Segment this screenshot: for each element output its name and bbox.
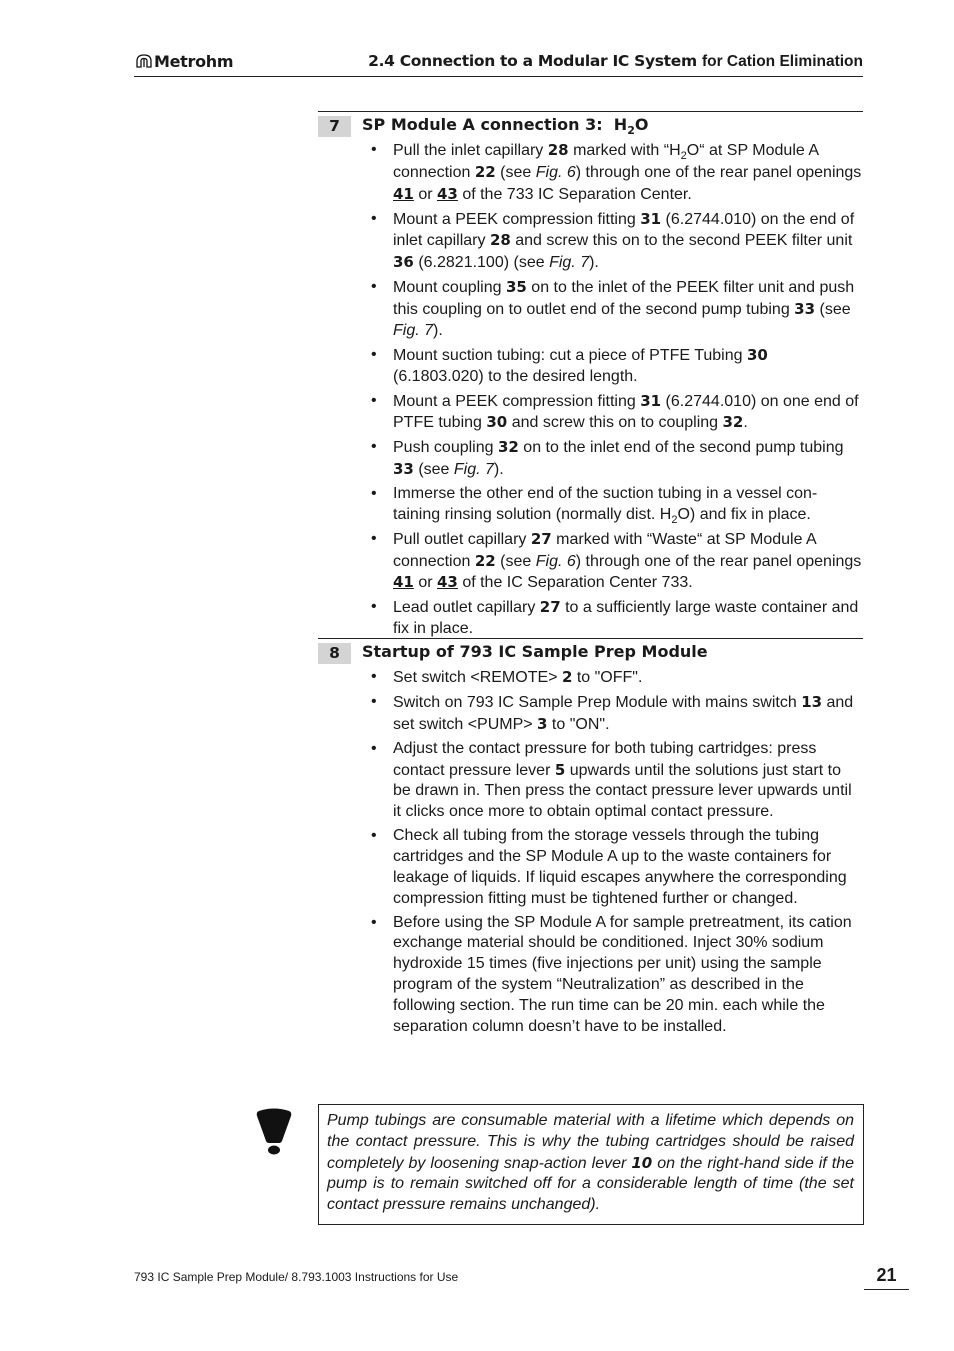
text-run: on to the inlet end of the second pump tubing <box>518 439 844 457</box>
text-run: O) and fix in place. <box>677 505 811 523</box>
text-run: Pump tubings are consumable material with a lifetime which depends on the contact pressure. This is why the tubing cartridges should be raised completely by loosening snap-action lever <box>327 1112 854 1172</box>
reference-number: 28 <box>489 231 511 250</box>
text-run: to "OFF". <box>572 669 643 686</box>
reference-number: 22 <box>474 162 496 181</box>
reference-number: 33 <box>794 299 816 318</box>
text-run: of the IC Separation Center 733. <box>457 574 693 592</box>
text-run: (see <box>495 163 536 181</box>
text-run: Mount a PEEK compression fitting <box>393 210 641 228</box>
text-run: Adjust the contact pressure for both tubing cartridges: press contact pressure lever <box>393 739 817 779</box>
text-run: (6.1803.020) to the desired length. <box>393 367 638 385</box>
text-run: Mount suction tubing: cut a piece of PTFE Tubing <box>393 346 747 364</box>
text-run: Pull outlet capillary <box>393 530 531 548</box>
text-run: marked with “Waste“ at SP Module A connection <box>393 530 816 570</box>
bullet-icon: • <box>371 913 377 931</box>
reference-number: 13 <box>801 692 823 711</box>
reference-number: 28 <box>547 141 569 159</box>
reference-number: 27 <box>539 598 561 617</box>
bullet-icon: • <box>371 345 377 363</box>
list-item <box>368 529 863 594</box>
exclamation-icon <box>251 1107 297 1155</box>
reference-number: 32 <box>722 413 744 432</box>
reference-number: 36 <box>393 253 414 272</box>
figure-reference: Fig. 6 <box>535 163 576 181</box>
text-run: and screw this on to the second PEEK filter unit <box>510 232 853 250</box>
list-item <box>368 692 863 736</box>
section-main: 2.4 Connection to a Modular IC System <box>368 52 697 70</box>
text-run: Before using the SP Module A for sample pretreatment, its cation exchange material should be conditioned. Inject 30% sodium hydroxide 15 times (five injections per unit) using the sample program of the system “Neutralization” as described in the following section. The run time can be 20 min. each while the separation column doesn’t have to be installed. <box>393 913 852 1035</box>
text-run: Immerse the other end of the suction tubing in a vessel con-taining rinsing solution (normally dist. H <box>393 485 818 523</box>
list-item <box>368 484 863 526</box>
figure-reference: Fig. 6 <box>535 552 576 570</box>
step-number: 8 <box>318 643 351 664</box>
list-item <box>368 140 863 205</box>
text-run: (6.2744.010) on the end of inlet capillary <box>393 210 855 250</box>
figure-reference: Fig. 7 <box>453 461 494 479</box>
step-title: Startup of 793 IC Sample Prep Module <box>362 642 708 661</box>
text-run: (see <box>815 300 851 318</box>
bullet-icon: • <box>371 141 377 158</box>
text-run: to "ON". <box>547 715 610 733</box>
bullet-icon: • <box>371 209 377 227</box>
bullet-icon: • <box>371 529 377 547</box>
page-number: 21 <box>864 1265 909 1290</box>
footer-text: 793 IC Sample Prep Module/ 8.793.1003 Instructions for Use <box>134 1270 459 1284</box>
reference-number: 3 <box>537 714 548 733</box>
step-title-formula: $H_2O$ <box>608 115 649 138</box>
text-run: ). <box>589 254 599 272</box>
reference-number: 32 <box>497 438 519 457</box>
reference-number: 22 <box>474 551 496 570</box>
step-number: 7 <box>318 116 351 137</box>
section-subtitle: for Cation Elimination <box>701 53 863 70</box>
text-run: marked with “H <box>568 142 681 159</box>
text-run: Lead outlet capillary <box>393 599 540 617</box>
metrohm-logo-icon <box>136 54 152 68</box>
figure-reference: Fig. 7 <box>549 254 590 272</box>
bullet-icon: • <box>371 668 377 685</box>
bullet-icon: • <box>371 485 377 503</box>
text-run: or <box>413 185 437 203</box>
text-run: Mount coupling <box>393 279 506 297</box>
step-8 <box>318 638 863 1089</box>
reference-number-underlined: 41 <box>393 573 414 592</box>
reference-number: 27 <box>530 529 552 548</box>
text-run: of the 733 IC Separation Center. <box>457 185 692 203</box>
subscript: 2 <box>680 150 687 163</box>
reference-number: 33 <box>393 460 414 479</box>
reference-number-underlined: 41 <box>393 184 414 203</box>
step-7 <box>318 111 863 638</box>
text-run: ). <box>433 321 443 339</box>
page-header <box>134 50 863 77</box>
reference-number: 5 <box>554 760 566 779</box>
text-run: Push coupling <box>393 439 498 457</box>
reference-number: 30 <box>486 413 508 432</box>
list-item <box>368 209 863 274</box>
list-item <box>368 667 863 689</box>
text-run: on to the inlet of the PEEK filter unit and push this coupling on to outlet end of the second pump tubing <box>393 279 855 318</box>
text-run: Mount a PEEK compression fitting <box>393 392 641 410</box>
reference-number: 30 <box>746 345 768 364</box>
bullet-icon: • <box>371 692 377 710</box>
brand-logo <box>136 52 233 71</box>
figure-reference: Fig. 7 <box>393 321 434 339</box>
text-run: upwards until the solutions just start to be drawn in. Then press the contact pressure lever upwards until it clicks once more to obtain optimal contact pressure. <box>393 761 852 821</box>
list-item <box>368 826 863 909</box>
text-run: ). <box>493 461 504 479</box>
reference-number: 31 <box>640 391 662 410</box>
step-title: SP Module A connection 3: $H_2O$ <box>362 115 649 138</box>
text-run: (see <box>413 461 454 479</box>
bullet-icon: • <box>371 391 377 409</box>
text-run: ) through one of the rear panel openings <box>575 163 862 181</box>
bullet-icon: • <box>371 739 377 757</box>
text-run: Switch on 793 IC Sample Prep Module with mains switch <box>393 693 802 711</box>
reference-number-underlined: 43 <box>437 573 458 592</box>
list-item <box>368 739 863 823</box>
list-item <box>368 597 863 640</box>
text-run: and set switch <PUMP> <box>393 693 854 733</box>
bullet-icon: • <box>371 827 377 845</box>
text-run: ) through one of the rear panel openings <box>575 552 862 570</box>
reference-number: 35 <box>505 278 527 297</box>
bullet-icon: • <box>371 598 377 616</box>
text-run: . <box>743 414 748 432</box>
text-run: Set switch <REMOTE> <box>393 669 562 686</box>
step-8-list <box>368 667 863 1040</box>
text-run: (see <box>495 552 536 570</box>
list-item <box>368 345 863 388</box>
text-run: and screw this on to coupling <box>507 414 723 432</box>
text-run: O“ at SP Module A connection <box>393 142 819 181</box>
reference-number: 2 <box>561 668 573 686</box>
list-item <box>368 391 863 435</box>
text-run: Pull the inlet capillary <box>393 142 548 159</box>
text-run: (6.2744.010) on one end of PTFE tubing <box>393 392 859 432</box>
text-run: on the right-hand side if the pump is to remain switched off for a considerable length of time (the set contact pressure remains unchanged). <box>327 1154 855 1214</box>
bullet-icon: • <box>371 278 377 296</box>
list-item <box>368 277 863 341</box>
bullet-icon: • <box>371 438 377 456</box>
reference-number: 31 <box>640 209 662 228</box>
reference-number: 10 <box>631 1153 653 1172</box>
text-run: (6.2821.100) (see <box>413 254 550 272</box>
reference-number-underlined: 43 <box>437 184 458 203</box>
text-run: or <box>413 574 437 592</box>
list-item <box>368 437 863 481</box>
step-7-list <box>368 140 863 643</box>
subscript: 2 <box>671 514 678 527</box>
text-run: Check all tubing from the storage vessels through the tubing cartridges and the SP Module A up to the waste containers for leakage of liquids. If liquid escapes anywhere the corresponding compression fitting must be tightened further or changed. <box>393 827 847 907</box>
note-box <box>318 1104 864 1225</box>
brand-name: Metrohm <box>154 52 234 71</box>
section-title <box>368 52 863 71</box>
list-item <box>368 913 863 1038</box>
text-run: to a sufficiently large waste container and fix in place. <box>393 599 859 638</box>
